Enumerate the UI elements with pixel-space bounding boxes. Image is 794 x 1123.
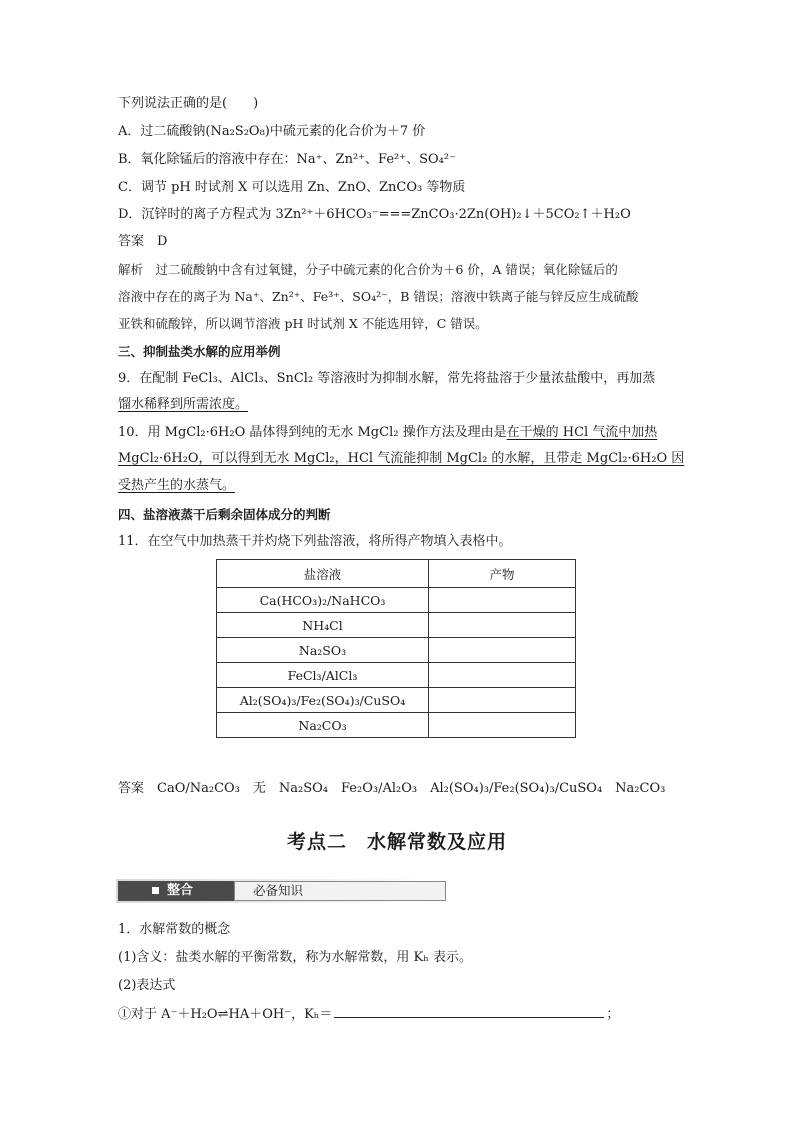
- option-a: A．过二硫酸钠(Na₂S₂O₈)中硫元素的化合价为＋7 价: [118, 124, 426, 139]
- product-cell: [429, 713, 576, 738]
- tag-integrate-label: 整合: [167, 883, 194, 898]
- salt-cell: Na₂CO₃: [217, 713, 429, 738]
- q11-stem: 11．在空气中加热蒸干并灼烧下列盐溶液，将所得产物填入表格中。: [118, 534, 512, 549]
- section-4-heading: 四、盐溶液蒸干后剩余固体成分的判断: [118, 507, 331, 522]
- table-header-row: [217, 560, 576, 588]
- square-bullet-icon: [152, 887, 159, 894]
- question-intro: 下列说法正确的是( ): [118, 96, 259, 111]
- formula-suffix: ；: [606, 1007, 620, 1022]
- q9-line-1: 9．在配制 FeCl₃、AlCl₃、SnCl₂ 等溶液时为抑制水解，常先将盐溶于少量浓盐酸中，再加蒸: [118, 371, 656, 386]
- section-tag-bar: [116, 879, 431, 903]
- product-cell: [429, 613, 576, 638]
- salt-cell: NH₄Cl: [217, 613, 429, 638]
- table-row: [217, 688, 576, 713]
- tag-essential-knowledge: [234, 881, 446, 901]
- product-cell: [429, 588, 576, 613]
- q10-line-2: MgCl₂·6H₂O，可以得到无水 MgCl₂，HCl 气流能抑制 MgCl₂ 的水解，且带走 MgCl₂·6H₂O 因: [118, 451, 685, 466]
- table-row: [217, 713, 576, 738]
- salt-cell: Na₂SO₃: [217, 638, 429, 663]
- salt-product-table: [216, 559, 576, 738]
- answer-d: 答案 D: [118, 234, 168, 249]
- knowledge-expression: (2)表达式: [118, 978, 176, 993]
- analysis-line-2: 溶液中存在的离子为 Na⁺、Zn²⁺、Fe³⁺、SO₄²⁻，B 错误；溶液中铁离子能与锌反应生成硫酸: [118, 289, 639, 304]
- table-row: [217, 588, 576, 613]
- answer-q11: 答案 CaO/Na₂CO₃ 无 Na₂SO₄ Fe₂O₃/Al₂O₃ Al₂(SO₄)₃/Fe₂(SO₄)₃/CuSO₄ Na₂CO₃: [118, 781, 666, 796]
- q9-line-2: 馏水稀释到所需浓度。: [118, 397, 249, 412]
- header-product: 产物: [429, 560, 576, 588]
- option-c: C．调节 pH 时试剂 X 可以选用 Zn、ZnO、ZnCO₃ 等物质: [118, 180, 466, 195]
- q10-prefix: 10．用 MgCl₂·6H₂O 晶体得到纯的无水 MgCl₂ 操作方法及理由是: [118, 425, 507, 440]
- salt-cell: FeCl₃/AlCl₃: [217, 663, 429, 688]
- header-salt: 盐溶液: [217, 560, 429, 588]
- table-row: [217, 613, 576, 638]
- section-3-heading: 三、抑制盐类水解的应用举例: [118, 344, 281, 359]
- product-cell: [429, 638, 576, 663]
- tag-integrate: [118, 881, 234, 901]
- product-cell: [429, 688, 576, 713]
- option-b: B．氧化除锰后的溶液中存在：Na⁺、Zn²⁺、Fe²⁺、SO₄²⁻: [118, 152, 456, 167]
- analysis-line-3: 亚铁和硫酸锌，所以调节溶液 pH 时试剂 X 不能选用锌，C 错误。: [118, 316, 488, 331]
- analysis-line-1: 解析 过二硫酸钠中含有过氧键，分子中硫元素的化合价为＋6 价，A 错误；氧化除锰后的: [118, 262, 618, 277]
- salt-cell: Ca(HCO₃)₂/NaHCO₃: [217, 588, 429, 613]
- q10-line-3: 受热产生的水蒸气。: [118, 478, 236, 493]
- q10-underlined-answer: 在干燥的 HCl 气流中加热: [506, 425, 658, 440]
- knowledge-formula-line: [118, 1003, 619, 1025]
- product-cell: [429, 663, 576, 688]
- tag-essential-label: 必备知识: [253, 883, 304, 898]
- formula-prefix: ①对于 A⁻＋H₂O⇌HA＋OH⁻，Kₕ＝: [118, 1007, 333, 1022]
- page-title: 考点二 水解常数及应用: [286, 831, 507, 853]
- answer-blank[interactable]: [334, 1003, 604, 1018]
- table-row: [217, 638, 576, 663]
- q10-line-1: [118, 423, 657, 443]
- salt-cell: Al₂(SO₄)₃/Fe₂(SO₄)₃/CuSO₄: [217, 688, 429, 713]
- knowledge-meaning: (1)含义：盐类水解的平衡常数，称为水解常数，用 Kₕ 表示。: [118, 950, 473, 965]
- knowledge-heading-1: 1．水解常数的概念: [118, 922, 231, 937]
- table-row: [217, 663, 576, 688]
- option-d: D．沉锌时的离子方程式为 3Zn²⁺＋6HCO₃⁻===ZnCO₃·2Zn(OH)₂↓＋5CO₂↑＋H₂O: [118, 207, 631, 222]
